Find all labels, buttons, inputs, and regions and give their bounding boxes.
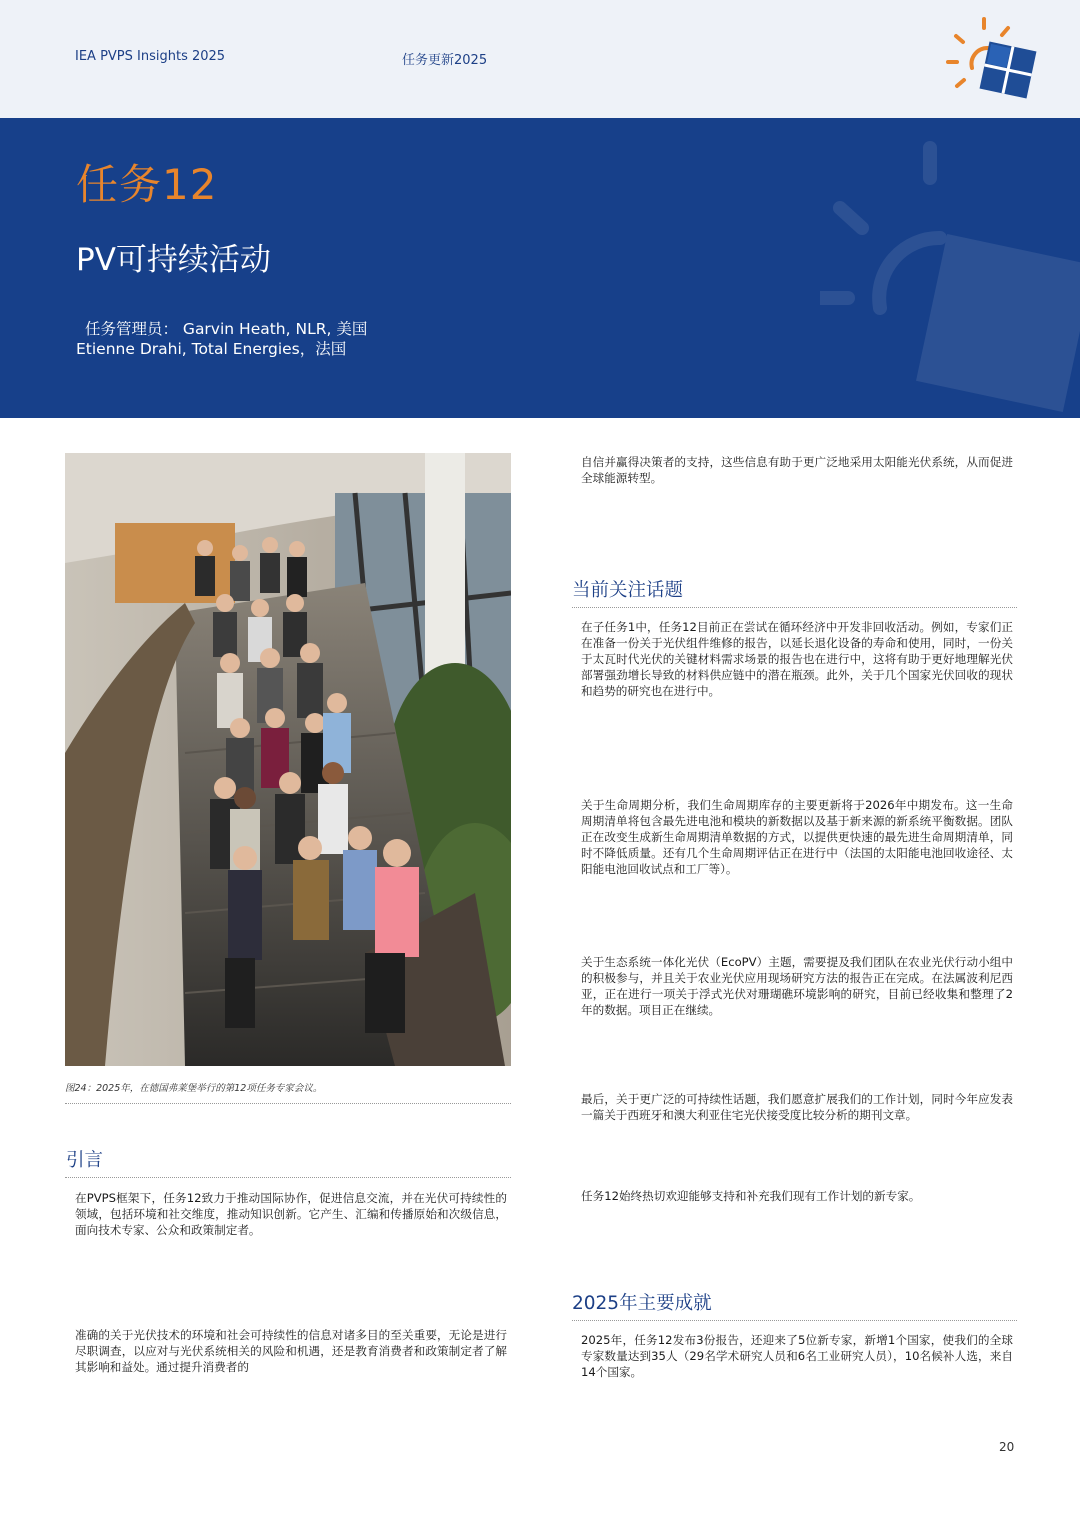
intro-heading: 引言 xyxy=(66,1150,104,1171)
task-number: 任务12 xyxy=(76,160,218,209)
task-title: PV可持续活动 xyxy=(76,242,271,278)
continued-paragraph: 自信并赢得决策者的支持，这些信息有助于更广泛地采用太阳能光伏系统，从而促进全球能源转型。 xyxy=(581,455,1013,485)
focus-paragraph-1: 在子任务1中，任务12目前正在尝试在循环经济中开发非回收活动。例如，专家们正在准备一份关于光伏组件维修的报告，以延长退化设备的寿命和使用，同时，一份关于太瓦时代光伏的关键材料需求场景的报告也在进行中，这将有助于更好地理解光伏部署强劲增长导致的材料供应链中的潜在瓶颈。此外，关于几个国家光伏回收的现状和趋势的研究也在进行中。 xyxy=(581,620,1013,698)
current-topics-divider xyxy=(572,607,1017,608)
focus-paragraph-5: 任务12始终热切欢迎能够支持和补充我们现有工作计划的新专家。 xyxy=(581,1189,921,1203)
section-label: 任务更新2025 xyxy=(402,53,488,68)
intro-paragraph-1: 在PVPS框架下，任务12致力于推动国际协作，促进信息交流，并在光伏可持续性的领域，包括环境和社交维度，推动知识创新。它产生、汇编和传播原始和次级信息，面向技术专家、公众和政策制定者。 xyxy=(75,1191,507,1237)
top-header-bar xyxy=(0,0,1080,118)
manager-line-2: Etienne Drahi, Total Energies，法国 xyxy=(76,340,347,358)
caption-divider xyxy=(65,1103,511,1104)
intro-divider xyxy=(65,1177,511,1178)
decorative-logo-watermark-icon xyxy=(820,138,1080,418)
manager-line-1: 任务管理员： Garvin Heath, NLR, 美国 xyxy=(85,320,368,338)
achievements-paragraph: 2025年，任务12发布3份报告，还迎来了5位新专家，新增1个国家，使我们的全球专家数量达到35人（29名学术研究人员和6名工业研究人员），10名候补人选，来自14个国家。 xyxy=(581,1333,1013,1379)
page-number: 20 xyxy=(999,1440,1015,1454)
sun-solar-panel-logo-icon xyxy=(944,14,1040,104)
focus-paragraph-3: 关于生态系统一体化光伏（EcoPV）主题，需要提及我们团队在农业光伏行动小组中的积极参与，并且关于农业光伏应用现场研究方法的报告正在完成。在法属波利尼西亚，正在进行一项关于浮式光伏对珊瑚礁环境影响的研究，目前已经收集和整理了2年的数据。项目正在继续。 xyxy=(581,955,1013,1017)
current-topics-heading: 当前关注话题 xyxy=(572,580,684,601)
focus-paragraph-4: 最后，关于更广泛的可持续性话题，我们愿意扩展我们的工作计划，同时今年应发表一篇关于西班牙和澳大利亚住宅光伏接受度比较分析的期刊文章。 xyxy=(581,1092,1013,1122)
group-photo xyxy=(65,453,511,1066)
focus-paragraph-2: 关于生命周期分析，我们生命周期库存的主要更新将于2026年中期发布。这一生命周期清单将包含最先进电池和模块的新数据以及基于新来源的新系统平衡数据。团队正在改变生成新生命周期清单数据的方式，以提供更快速的最先进生命周期清单，同时不降低质量。还有几个生命周期评估正在进行中（法国的太阳能电池回收途径、太阳能电池回收试点和工厂等）。 xyxy=(581,798,1013,876)
achievements-heading: 2025年主要成就 xyxy=(572,1293,712,1314)
intro-paragraph-2: 准确的关于光伏技术的环境和社会可持续性的信息对诸多目的至关重要，无论是进行尽职调查，以应对与光伏系统相关的风险和机遇，还是教育消费者和政策制定者了解其影响和益处。通过提升消费者的 xyxy=(75,1328,507,1374)
photo-caption: 图24：2025年，在德国弗莱堡举行的第12项任务专家会议。 xyxy=(65,1083,323,1094)
publication-title: IEA PVPS Insights 2025 xyxy=(75,49,226,64)
task-banner xyxy=(0,118,1080,418)
achievements-divider xyxy=(572,1320,1017,1321)
task-managers xyxy=(76,319,367,359)
